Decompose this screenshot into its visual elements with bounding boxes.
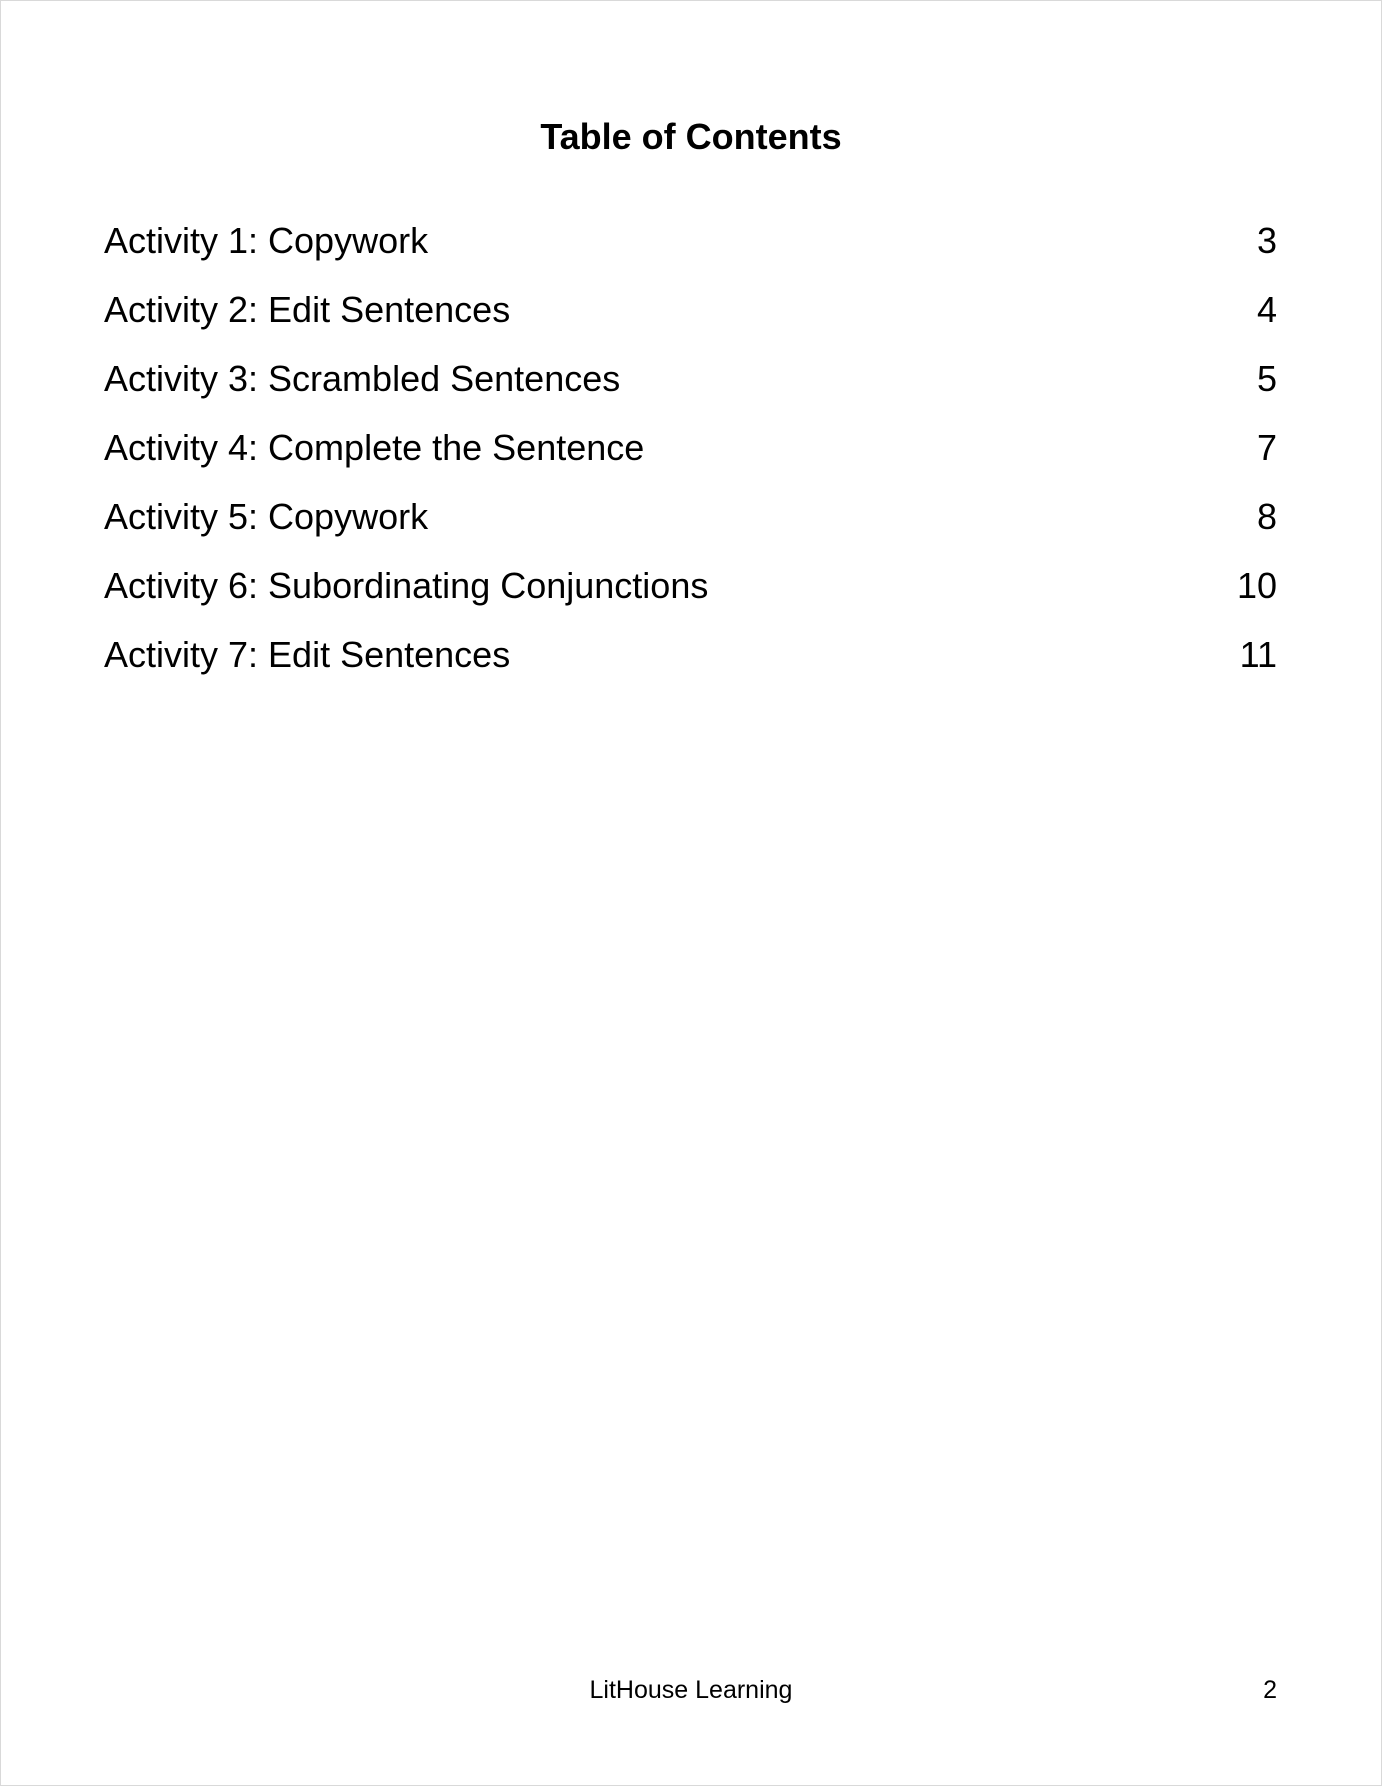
footer-page-number: 2 (1263, 1676, 1277, 1704)
toc-entry (104, 289, 1277, 361)
toc-entry-page-number: 8 (1256, 496, 1277, 537)
toc-entry-label: Activity 3: Scrambled Sentences (104, 358, 621, 399)
toc-entry-label: Activity 5: Copywork (104, 496, 429, 537)
toc-entry-page-number: 10 (1236, 565, 1277, 606)
toc-entry-label: Activity 7: Edit Sentences (104, 634, 511, 675)
toc-entry (104, 634, 1277, 706)
toc-list (104, 220, 1277, 706)
toc-entry (104, 358, 1277, 430)
toc-entry (104, 565, 1277, 637)
toc-entry-label: Activity 1: Copywork (104, 220, 429, 261)
toc-entry-label: Activity 6: Subordinating Conjunctions (104, 565, 709, 606)
toc-entry (104, 220, 1277, 292)
page-title: Table of Contents (540, 116, 842, 157)
toc-entry-label: Activity 2: Edit Sentences (104, 289, 511, 330)
footer-publisher: LitHouse Learning (589, 1676, 793, 1704)
toc-entry-page-number: 7 (1256, 427, 1277, 468)
toc-entry-page-number: 11 (1239, 634, 1277, 675)
toc-entry-label: Activity 4: Complete the Sentence (104, 427, 645, 468)
toc-entry-page-number: 5 (1256, 358, 1277, 399)
toc-entry-page-number: 4 (1256, 289, 1277, 330)
toc-entry (104, 496, 1277, 568)
toc-entry-page-number: 3 (1256, 220, 1277, 261)
toc-entry (104, 427, 1277, 499)
